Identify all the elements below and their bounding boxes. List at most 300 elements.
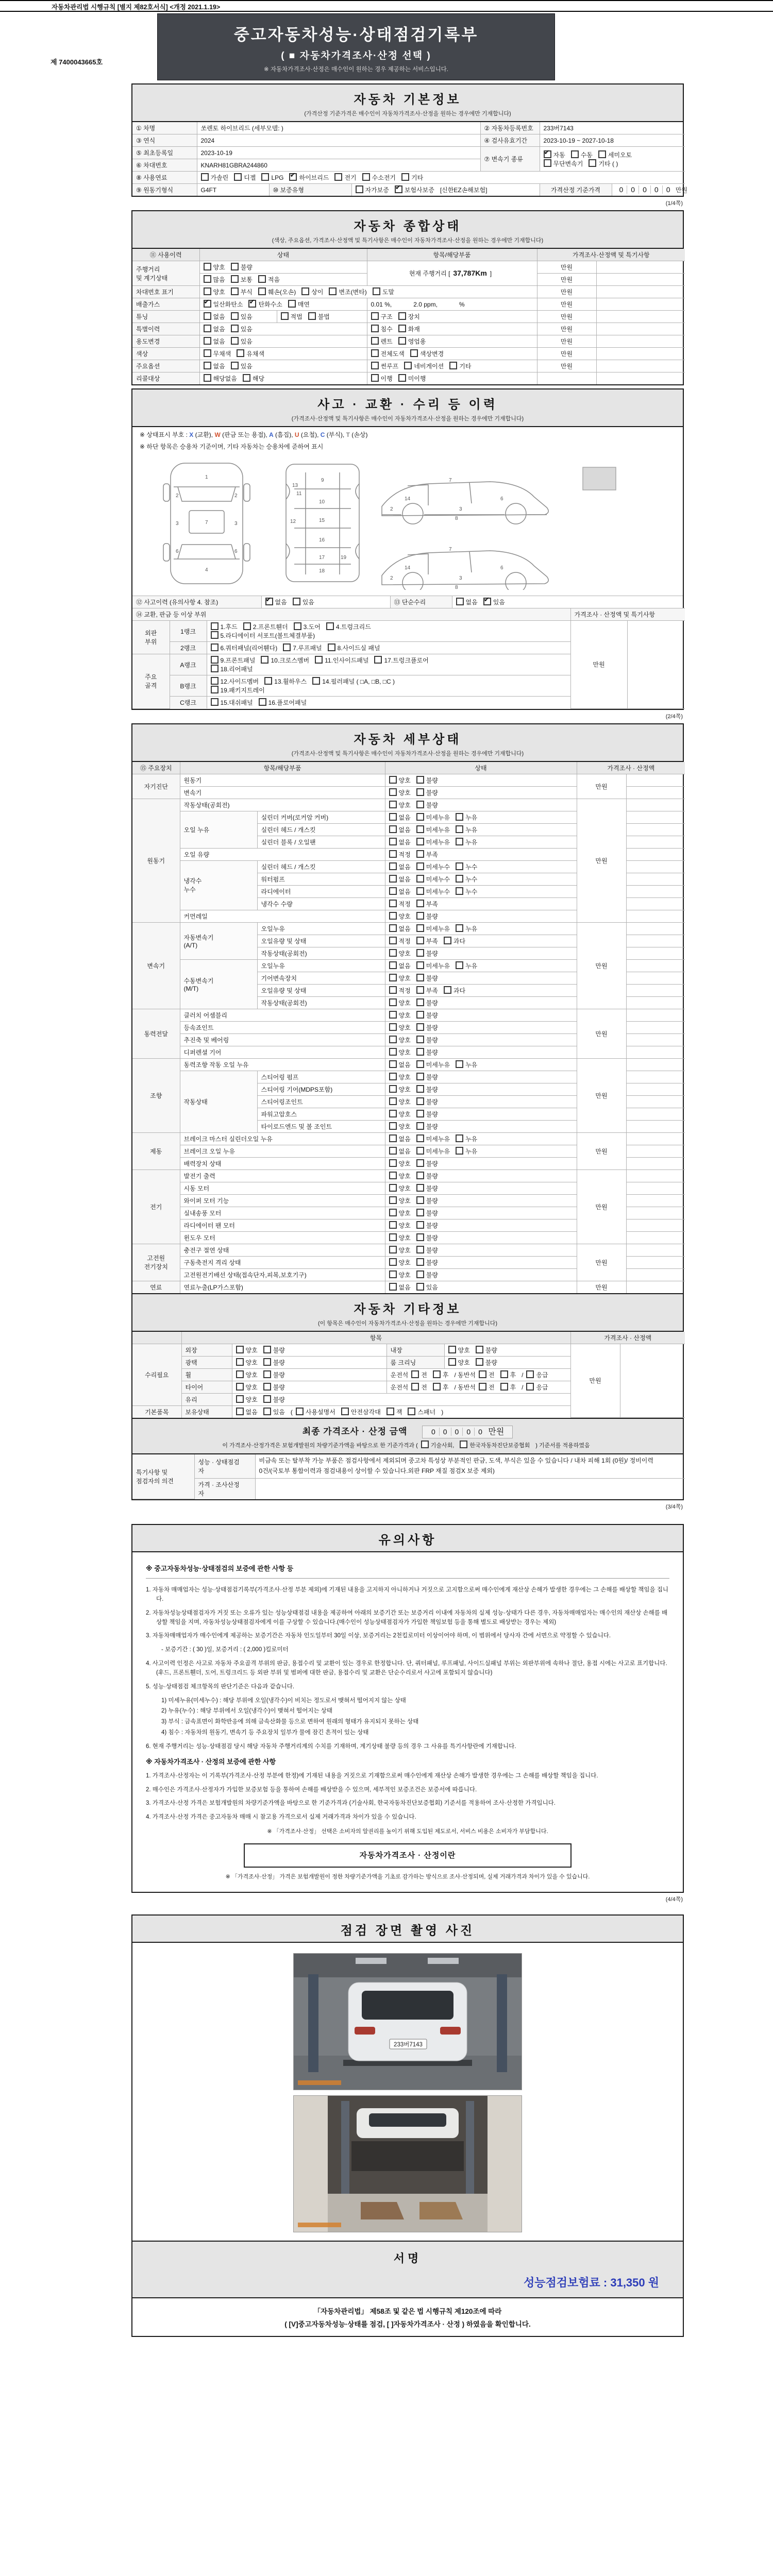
- checkbox-5.라디에이터 서포트(볼트체결부품)[interactable]: [211, 631, 219, 639]
- checkbox-양호[interactable]: [389, 1085, 397, 1093]
- option-LPG: [261, 173, 283, 181]
- checkbox-부족[interactable]: [416, 850, 424, 858]
- checkbox-미세누유[interactable]: [416, 924, 424, 932]
- checkbox-없음[interactable]: [265, 598, 273, 605]
- checkbox-응급[interactable]: [526, 1370, 534, 1378]
- checkbox-양호[interactable]: [389, 776, 397, 784]
- checkbox-양호[interactable]: [236, 1395, 244, 1403]
- checkbox-불량[interactable]: [231, 263, 239, 270]
- checkbox-많음[interactable]: [204, 275, 211, 283]
- checkbox-불량[interactable]: [416, 1036, 424, 1043]
- checkbox-자동[interactable]: [544, 150, 551, 158]
- checkbox-불량[interactable]: [263, 1358, 271, 1366]
- checkbox-양호[interactable]: [389, 1048, 397, 1056]
- item-options: [367, 298, 537, 311]
- option-양호: [389, 776, 411, 785]
- checkbox-수소전기[interactable]: [362, 173, 370, 181]
- photo-area: [132, 1943, 683, 2241]
- checkbox-부족[interactable]: [416, 986, 424, 994]
- checkbox-전체도색[interactable]: [371, 349, 379, 357]
- checkbox-불량[interactable]: [416, 1270, 424, 1278]
- option-label: 있음: [493, 599, 505, 606]
- option-label: 없음: [398, 838, 411, 846]
- note-cell: [626, 1021, 685, 1033]
- checkbox-있음[interactable]: [263, 1408, 271, 1415]
- rank-label: 2랭크: [170, 642, 207, 654]
- checkbox-누유[interactable]: [456, 961, 463, 969]
- option-label: 불량: [426, 789, 438, 796]
- option-불량: [416, 974, 438, 982]
- note-cell: [596, 372, 685, 385]
- checkbox-누유[interactable]: [456, 924, 463, 932]
- checkbox-없음[interactable]: [456, 598, 464, 605]
- checkbox-18.리어패널[interactable]: [211, 665, 219, 672]
- checkbox-과다[interactable]: [444, 937, 451, 944]
- checkbox-양호[interactable]: [389, 1073, 397, 1080]
- checkbox-3.도어[interactable]: [294, 622, 301, 630]
- base-price-value: [612, 184, 688, 196]
- checkbox-양호[interactable]: [236, 1346, 244, 1353]
- option-label: 양호: [398, 1172, 411, 1180]
- checkbox-11.인사이드패널[interactable]: [315, 656, 323, 664]
- option-불량: [416, 1085, 438, 1094]
- item-label: 발전기 출력: [180, 1170, 385, 1182]
- state-options: [385, 1244, 577, 1256]
- checkbox-적법[interactable]: [281, 312, 289, 320]
- option-label: 1.후드: [220, 623, 238, 631]
- text-value: 2.0 ppm,: [413, 300, 438, 308]
- checkbox-색상변경[interactable]: [410, 349, 418, 357]
- checkbox-불량[interactable]: [416, 1159, 424, 1167]
- checkbox-불량[interactable]: [416, 1097, 424, 1105]
- checkbox-후[interactable]: [500, 1383, 508, 1391]
- option-자동: [544, 150, 565, 159]
- svg-text:8: 8: [455, 585, 458, 590]
- checkbox-미세누수[interactable]: [416, 875, 424, 883]
- checkbox-1.후드[interactable]: [211, 622, 219, 630]
- item-sub-label: 작동상태(공회전): [257, 996, 385, 1009]
- option-label: 전: [421, 1371, 427, 1379]
- checkbox-부족[interactable]: [416, 937, 424, 944]
- checkbox-불량[interactable]: [263, 1370, 271, 1378]
- checkbox-있음[interactable]: [231, 325, 239, 332]
- checkbox-LPG[interactable]: [261, 173, 269, 181]
- row-label: 색상: [132, 348, 199, 360]
- checkbox-후[interactable]: [500, 1370, 508, 1378]
- checkbox-19.패키지트레이[interactable]: [211, 686, 219, 693]
- state-options: [385, 1170, 577, 1182]
- option-미세누유: [416, 1134, 450, 1143]
- option-label: 양호: [245, 1396, 258, 1403]
- checkbox-적정[interactable]: [389, 850, 397, 858]
- checkbox-양호[interactable]: [204, 263, 211, 270]
- checkbox-세미오토[interactable]: [598, 150, 606, 158]
- checkbox-불량[interactable]: [416, 1209, 424, 1216]
- checkbox-부족[interactable]: [416, 900, 424, 907]
- checkbox-미세누수[interactable]: [416, 887, 424, 895]
- checkbox-불량[interactable]: [416, 974, 424, 981]
- checkbox-양호[interactable]: [204, 287, 211, 295]
- confirmation-line-2: ( [V]중고자동차성능·상태를 점검, [ ]자동차가격조사 · 산정 ) 하였음을 확인합니다.: [284, 2320, 531, 2328]
- checkbox-없음[interactable]: [389, 1060, 397, 1068]
- notice-item: 3. 자동차매매업자가 매수인에게 제공하는 보증기간은 자동차 인도일부터 30일 이상, 보증거리는 2천킬로미터 이상이어야 하며, 이 범위에서 당사자 간에 서면으로 약정할 수 있습니다.: [146, 1633, 611, 1639]
- checkbox-누수[interactable]: [456, 887, 463, 895]
- checkbox-양호[interactable]: [389, 1233, 397, 1241]
- legend-symbol: (판금 또는 용접),: [220, 431, 270, 438]
- state-options: [385, 1194, 577, 1207]
- checkbox-자가보증[interactable]: [356, 185, 363, 193]
- checkbox-14.필러패널 ( □A, □B, □C )[interactable]: [312, 677, 320, 685]
- checkbox-없음[interactable]: [389, 887, 397, 895]
- checkbox-미세누유[interactable]: [416, 813, 424, 821]
- checkbox-없음[interactable]: [204, 362, 211, 369]
- checkbox-불량[interactable]: [416, 1233, 424, 1241]
- checkbox-해당없음[interactable]: [204, 374, 211, 382]
- checkbox-없음[interactable]: [389, 961, 397, 969]
- checkbox-불량[interactable]: [263, 1346, 271, 1353]
- column-header: 항목/해당부품: [367, 249, 537, 261]
- option-label: 16.플로어패널: [268, 699, 307, 706]
- checkbox-불량[interactable]: [416, 1172, 424, 1179]
- option-응급: [526, 1370, 548, 1379]
- checkbox-구조[interactable]: [371, 312, 379, 320]
- checkbox-적정[interactable]: [389, 937, 397, 944]
- checkbox-2.프론트휀더[interactable]: [243, 622, 251, 630]
- option-label: 수동: [580, 151, 593, 159]
- option-label: 불량: [426, 776, 438, 784]
- checkbox-누유[interactable]: [456, 1134, 463, 1142]
- checkbox-있음[interactable]: [293, 598, 300, 605]
- checkbox-불량[interactable]: [416, 1011, 424, 1019]
- checkbox-불량[interactable]: [416, 1122, 424, 1130]
- checkbox-불량[interactable]: [416, 1196, 424, 1204]
- checkbox-있음[interactable]: [231, 337, 239, 345]
- checkbox-없음[interactable]: [389, 1134, 397, 1142]
- checkbox-없음[interactable]: [389, 1147, 397, 1155]
- option-label: 매연: [297, 301, 310, 308]
- option-label: 17.트렁크플로어: [384, 657, 429, 664]
- option-양호: [236, 1370, 258, 1379]
- checkbox-양호[interactable]: [389, 1036, 397, 1043]
- checkbox-미세누수[interactable]: [416, 862, 424, 870]
- note-cell: [626, 1157, 685, 1170]
- notice-sub: 2) 누유(누수) : 해당 부위에서 오일(냉각수)이 맺혀서 떨어지는 상태: [161, 1708, 333, 1715]
- checkbox-유채색[interactable]: [237, 349, 244, 357]
- checkbox-17.트렁크플로어[interactable]: [374, 656, 382, 664]
- checkbox-있음[interactable]: [483, 598, 491, 605]
- checkbox-무단변속기[interactable]: [544, 159, 551, 167]
- checkbox-없음[interactable]: [389, 838, 397, 845]
- option-label: 없음: [398, 1135, 411, 1143]
- option-label: 후: [510, 1383, 516, 1391]
- checkbox-불량[interactable]: [416, 1023, 424, 1031]
- checkbox-7.루프패널[interactable]: [283, 643, 291, 651]
- checkbox-하이브리드[interactable]: [289, 173, 297, 181]
- checkbox-적정[interactable]: [389, 986, 397, 994]
- checkbox-한국자동차진단보증협회[interactable]: [460, 1440, 467, 1448]
- checkbox-보험사보증[interactable]: [395, 185, 402, 193]
- checkbox-양호[interactable]: [389, 1209, 397, 1216]
- option-미세누수: [416, 887, 450, 896]
- checkbox-기타 ( )[interactable]: [589, 159, 596, 167]
- checkbox-미세누유[interactable]: [416, 1060, 424, 1068]
- checkbox-누유[interactable]: [456, 813, 463, 821]
- note-cell: [626, 873, 685, 885]
- checkbox-적정[interactable]: [389, 900, 397, 907]
- checkbox-양호[interactable]: [389, 912, 397, 920]
- field-label: ⑤ 최초등록일: [132, 147, 197, 159]
- checkbox-양호[interactable]: [448, 1346, 456, 1353]
- checkbox-9.프론트패널[interactable]: [211, 656, 219, 664]
- checkbox-없음[interactable]: [204, 312, 211, 320]
- checkbox-스패너[interactable]: [408, 1408, 415, 1415]
- option-label: 양호: [398, 1086, 411, 1093]
- option-label: 부족: [426, 851, 438, 858]
- checkbox-불량[interactable]: [263, 1395, 271, 1403]
- item-sub-label: 작동상태(공회전): [257, 947, 385, 959]
- checkbox-양호[interactable]: [389, 1270, 397, 1278]
- option-누유: [456, 961, 477, 970]
- checkbox-누수[interactable]: [456, 875, 463, 883]
- option-훼손(오손): [258, 287, 296, 296]
- note-cell: [626, 823, 685, 836]
- checkbox-4.트렁크리드[interactable]: [326, 622, 334, 630]
- checkbox-양호[interactable]: [236, 1358, 244, 1366]
- checkbox-양호[interactable]: [389, 1246, 397, 1253]
- note-cell: [626, 1256, 685, 1268]
- option-양호: [236, 1346, 258, 1354]
- checkbox-불량[interactable]: [416, 1258, 424, 1266]
- signature-band: [132, 2241, 683, 2298]
- checkbox-전[interactable]: [411, 1370, 419, 1378]
- checkbox-도말[interactable]: [373, 287, 380, 295]
- checkbox-불량[interactable]: [416, 1110, 424, 1117]
- option-누유: [456, 1060, 477, 1069]
- checkbox-수동[interactable]: [571, 150, 579, 158]
- checkbox-양호[interactable]: [389, 1159, 397, 1167]
- checkbox-보통[interactable]: [231, 275, 239, 283]
- state-options: [199, 274, 367, 286]
- checkbox-없음[interactable]: [389, 875, 397, 883]
- checkbox-장치[interactable]: [398, 312, 406, 320]
- checkbox-없음[interactable]: [389, 813, 397, 821]
- checkbox-안전삼각대[interactable]: [341, 1408, 349, 1415]
- checkbox-후[interactable]: [433, 1383, 441, 1391]
- checkbox-10.크로스멤버[interactable]: [261, 656, 268, 664]
- checkbox-양호[interactable]: [389, 1122, 397, 1130]
- note-cell: [626, 836, 685, 848]
- checkbox-양호[interactable]: [389, 788, 397, 796]
- checkbox-있음[interactable]: [231, 362, 239, 369]
- option-없음: [204, 337, 225, 346]
- checkbox-불량[interactable]: [416, 1048, 424, 1056]
- checkbox-양호[interactable]: [389, 1196, 397, 1204]
- item-label: 등속죠인트: [180, 1021, 385, 1033]
- checkbox-누유[interactable]: [456, 825, 463, 833]
- checkbox-양호[interactable]: [389, 1184, 397, 1192]
- checkbox-양호[interactable]: [389, 1023, 397, 1031]
- checkbox-전[interactable]: [479, 1383, 486, 1391]
- checkbox-양호[interactable]: [389, 801, 397, 808]
- checkbox-매연[interactable]: [288, 300, 296, 308]
- option-안전삼각대: [341, 1408, 381, 1416]
- option-label: 전기: [344, 174, 357, 181]
- checkbox-양호[interactable]: [236, 1370, 244, 1378]
- checkbox-기술사회,[interactable]: [421, 1440, 429, 1448]
- checkbox-이행[interactable]: [371, 374, 379, 382]
- checkbox-불량[interactable]: [416, 788, 424, 796]
- inspection-photo-front: [293, 2095, 522, 2232]
- checkbox-미이행[interactable]: [398, 374, 406, 382]
- checkbox-없음[interactable]: [389, 924, 397, 932]
- checkbox-없음[interactable]: [204, 337, 211, 345]
- checkbox-미세누유[interactable]: [416, 961, 424, 969]
- checkbox-디젤[interactable]: [234, 173, 242, 181]
- checkbox-누유[interactable]: [456, 1147, 463, 1155]
- state-options: [385, 1281, 577, 1293]
- checkbox-양호[interactable]: [389, 1110, 397, 1117]
- checkbox-있음[interactable]: [416, 1283, 424, 1291]
- checkbox-변조(변타)[interactable]: [329, 287, 337, 295]
- checkbox-있음[interactable]: [231, 312, 239, 320]
- checkbox-불량[interactable]: [416, 1246, 424, 1253]
- option-불량: [416, 1221, 438, 1230]
- checkbox-불량[interactable]: [416, 801, 424, 808]
- checkbox-과다[interactable]: [444, 986, 451, 994]
- checkbox-8.사이드실 패널[interactable]: [328, 643, 335, 651]
- checkbox-양호[interactable]: [448, 1358, 456, 1366]
- item-label: 작동상태(공회전): [180, 799, 385, 811]
- option-label: 렌트: [380, 338, 393, 345]
- svg-text:2: 2: [390, 506, 393, 512]
- checkbox-불량[interactable]: [416, 949, 424, 957]
- checkbox-없음[interactable]: [204, 325, 211, 332]
- checkbox-상이[interactable]: [301, 287, 309, 295]
- checkbox-누수[interactable]: [456, 862, 463, 870]
- checkbox-부식[interactable]: [231, 287, 239, 295]
- checkbox-탄화수소[interactable]: [248, 300, 256, 308]
- svg-text:7: 7: [205, 520, 208, 526]
- etc-info-subtitle: (이 항목은 매수인이 자동차가격조사·산정을 원하는 경우에만 기재합니다): [317, 1320, 498, 1327]
- checkbox-기타[interactable]: [449, 362, 457, 369]
- checkbox-응급[interactable]: [526, 1383, 534, 1391]
- checkbox-불량[interactable]: [416, 1221, 424, 1229]
- checkbox-13.휠하우스[interactable]: [264, 677, 272, 685]
- checkbox-12.사이드멤버[interactable]: [211, 677, 219, 685]
- checkbox-없음[interactable]: [389, 825, 397, 833]
- rank-label: A랭크: [170, 654, 207, 675]
- checkbox-훼손(오손)[interactable]: [258, 287, 266, 295]
- checkbox-전기[interactable]: [334, 173, 342, 181]
- checkbox-양호[interactable]: [389, 1011, 397, 1019]
- checkbox-양호[interactable]: [389, 1221, 397, 1229]
- option-label: 불량: [485, 1346, 497, 1354]
- note-cell: [626, 1182, 685, 1194]
- notice-item: 3. 가격조사·산정 가격은 보험개발원의 차량기준가액을 바탕으로 한 기준가격과 (기술사회, 한국자동차진단보증협회) 기준서를 적용하여 조사·산정한 가격입니다.: [146, 1800, 556, 1807]
- checkbox-불량[interactable]: [416, 1184, 424, 1192]
- checkbox-영업용[interactable]: [398, 337, 406, 345]
- option-label: 미세누수: [426, 888, 450, 895]
- checkbox-전[interactable]: [479, 1370, 486, 1378]
- checkbox-해당[interactable]: [243, 374, 250, 382]
- state-options: [385, 1095, 577, 1108]
- option-label: 영업용: [408, 338, 426, 345]
- checkbox-썬루프[interactable]: [371, 362, 379, 369]
- checkbox-미세누유[interactable]: [416, 825, 424, 833]
- option-label: 불량: [426, 1172, 438, 1180]
- checkbox-불량[interactable]: [416, 1073, 424, 1080]
- option-침수: [371, 325, 393, 333]
- checkbox-미세누유[interactable]: [416, 1134, 424, 1142]
- checkbox-후[interactable]: [433, 1370, 441, 1378]
- checkbox-없음[interactable]: [236, 1408, 244, 1415]
- option-label: 적정: [398, 900, 411, 908]
- checkbox-6.쿼터패널(리어휀다)[interactable]: [211, 643, 219, 651]
- option-누수: [456, 887, 477, 896]
- checkbox-없음[interactable]: [389, 862, 397, 870]
- checkbox-양호[interactable]: [389, 974, 397, 981]
- inspection-period-value: 2023-10-19 ~ 2027-10-18: [540, 134, 685, 147]
- checkbox-침수[interactable]: [371, 325, 379, 332]
- checkbox-불량[interactable]: [476, 1358, 483, 1366]
- checkbox-적음[interactable]: [258, 275, 266, 283]
- option-적정: [389, 986, 411, 995]
- overall-state-header: [132, 211, 683, 249]
- note-cell: [626, 996, 685, 1009]
- checkbox-기타[interactable]: [401, 173, 409, 181]
- checkbox-양호[interactable]: [389, 1258, 397, 1266]
- checkbox-불량[interactable]: [416, 912, 424, 920]
- checkbox-16.플로어패널[interactable]: [259, 698, 266, 706]
- checkbox-없음[interactable]: [389, 1283, 397, 1291]
- checkbox-미세누유[interactable]: [416, 838, 424, 845]
- notice-item: 2. 자동차성능상태점검자가 거짓 또는 오류가 있는 성능상태점검 내용을 제공하여 아래의 보증기간 또는 보증거리 이내에 자동차의 실제 성능·상태가 다른 경우, 자동차매매업자는 매수인의 재산상 손해를 배상할 책임을 지며, 자동차성능상태점검자에게 이를 구상할 수 있습니다.(매수인이 성능상태점검자가 가입한 책임보험 등을 통해 별도로 배상받는 경우는 제외): [146, 1609, 668, 1625]
- checkbox-사용설명서[interactable]: [296, 1408, 304, 1415]
- checkbox-양호[interactable]: [389, 998, 397, 1006]
- checkbox-양호[interactable]: [389, 1097, 397, 1105]
- checkbox-일산화탄소[interactable]: [204, 300, 211, 308]
- checkbox-양호[interactable]: [389, 1172, 397, 1179]
- checkbox-무채색[interactable]: [204, 349, 211, 357]
- checkbox-불량[interactable]: [416, 776, 424, 784]
- checkbox-잭[interactable]: [386, 1408, 394, 1415]
- text-value: ): [441, 1408, 444, 1416]
- checkbox-네비게이션[interactable]: [404, 362, 412, 369]
- checkbox-렌트[interactable]: [371, 337, 379, 345]
- item-label: 디퍼렌셜 기어: [180, 1046, 385, 1058]
- checkbox-불량[interactable]: [476, 1346, 483, 1353]
- checkbox-양호[interactable]: [236, 1383, 244, 1391]
- option-양호: [389, 1184, 411, 1193]
- checkbox-15.대쉬패널[interactable]: [211, 698, 219, 706]
- checkbox-누유[interactable]: [456, 1060, 463, 1068]
- row-label: 특별이력: [132, 323, 199, 335]
- checkbox-불량[interactable]: [416, 998, 424, 1006]
- checkbox-불량[interactable]: [263, 1383, 271, 1391]
- checkbox-화재[interactable]: [398, 325, 406, 332]
- checkbox-미세누유[interactable]: [416, 1147, 424, 1155]
- checkbox-가솔린[interactable]: [201, 173, 209, 181]
- checkbox-양호[interactable]: [389, 949, 397, 957]
- option-label: 장치: [408, 313, 420, 320]
- checkbox-불량[interactable]: [416, 1085, 424, 1093]
- checkbox-전[interactable]: [411, 1383, 419, 1391]
- option-label: 불량: [485, 1359, 497, 1366]
- state-options: [385, 996, 577, 1009]
- checkbox-누유[interactable]: [456, 838, 463, 845]
- checkbox-불법[interactable]: [308, 312, 316, 320]
- state-options: [232, 1368, 386, 1381]
